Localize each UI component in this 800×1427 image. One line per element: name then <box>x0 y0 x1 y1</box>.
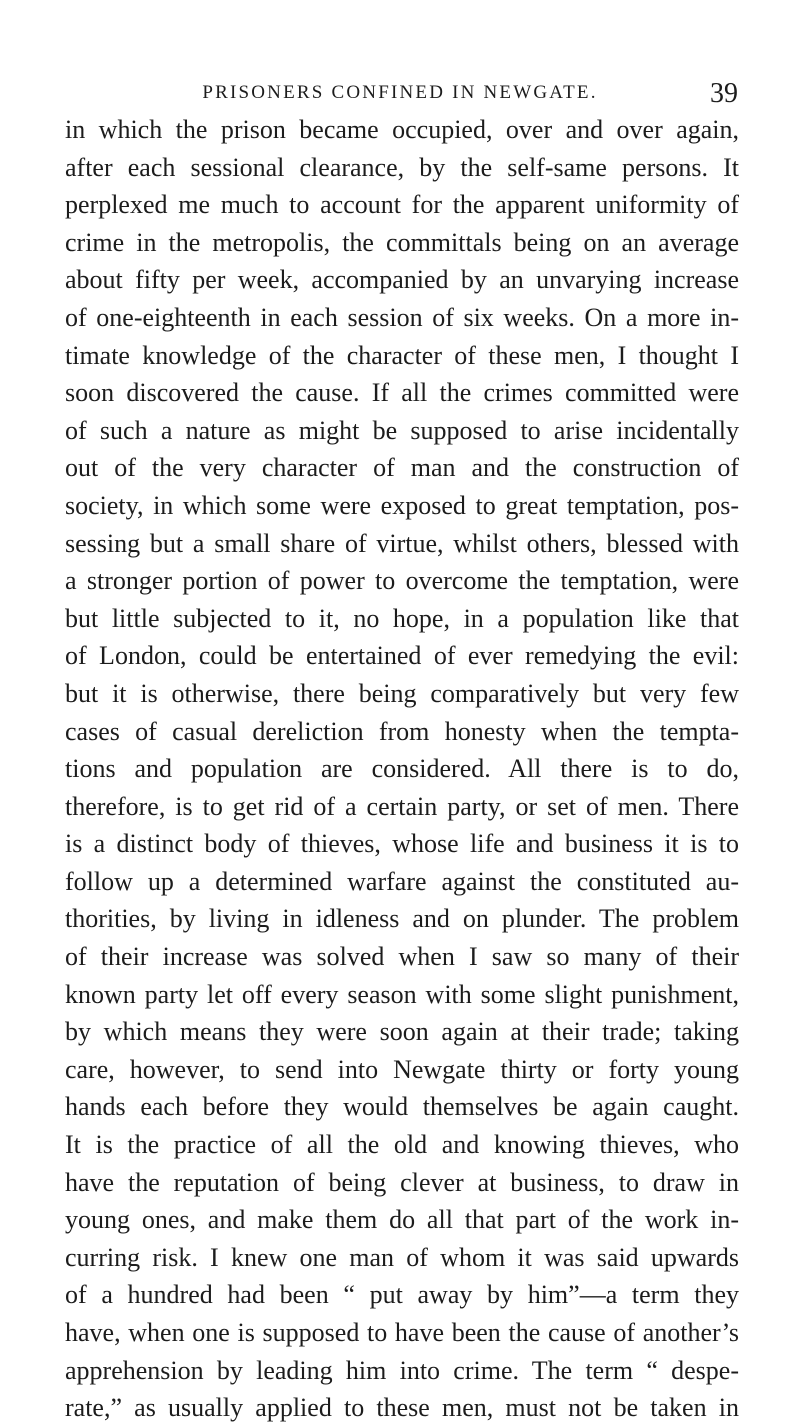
text-line: of such a nature as might be supposed to arise incidentally <box>65 415 739 445</box>
running-title: PRISONERS CONFINED IN NEWGATE. <box>202 82 598 103</box>
text-line: have, when one is supposed to have been the cause of another’s <box>65 1318 739 1347</box>
text-line: out of the very character of man and the construction of <box>65 453 739 483</box>
text-line: society, in which some were exposed to great temptation, pos- <box>65 490 739 520</box>
text-line: about fifty per week, accompanied by an unvarying increase <box>65 265 739 295</box>
text-line: of one-eighteenth in each session of six weeks. On a more in- <box>65 302 739 332</box>
text-line: rate,” as usually applied to these men, must not be taken in <box>65 1393 739 1423</box>
text-line: cases of casual dereliction from honesty when the tempta- <box>65 716 739 746</box>
text-line: a stronger portion of power to overcome the temptation, were <box>65 566 739 596</box>
text-line: sessing but a small share of virtue, whilst others, blessed with <box>65 528 739 558</box>
text-line: of London, could be entertained of ever remedying the evil: <box>65 641 739 671</box>
text-line: young ones, and make them do all that part of the work in- <box>65 1205 739 1235</box>
text-line: crime in the metropolis, the committals being on an average <box>65 227 739 257</box>
text-line: of a hundred had been “ put away by him”—a term they <box>65 1280 739 1310</box>
text-line: timate knowledge of the character of these men, I thought I <box>65 340 739 370</box>
text-line: care, however, to send into Newgate thirty or forty young <box>65 1054 739 1084</box>
text-line: therefore, is to get rid of a certain party, or set of men. There <box>65 791 739 821</box>
text-line: but it is otherwise, there being comparatively but very few <box>65 678 739 708</box>
text-line: after each sessional clearance, by the self-same persons. It <box>65 152 739 182</box>
text-line: but little subjected to it, no hope, in a population like that <box>65 603 739 633</box>
text-line: perplexed me much to account for the apparent uniformity of <box>65 190 739 220</box>
text-line: apprehension by leading him into crime. The term “ despe- <box>65 1355 739 1385</box>
text-line: follow up a determined warfare against the constituted au- <box>65 866 739 896</box>
text-line: thorities, by living in idleness and on plunder. The problem <box>65 904 739 934</box>
text-line: of their increase was solved when I saw so many of their <box>65 942 739 972</box>
text-line: in which the prison became occupied, over and over again, <box>65 115 739 144</box>
page-number: 39 <box>710 78 738 109</box>
text-line: by which means they were soon again at their trade; taking <box>65 1017 739 1047</box>
text-line: hands each before they would themselves be again caught. <box>65 1092 739 1122</box>
text-line: soon discovered the cause. If all the crimes committed were <box>65 378 739 408</box>
running-head <box>0 78 800 108</box>
text-line: is a distinct body of thieves, whose life and business it is to <box>65 829 739 859</box>
text-line: curring risk. I knew one man of whom it was said upwards <box>65 1242 739 1272</box>
text-line: known party let off every season with some slight punishment, <box>65 979 739 1009</box>
text-line: It is the practice of all the old and knowing thieves, who <box>65 1130 739 1160</box>
body-text <box>65 111 739 1427</box>
text-line: have the reputation of being clever at business, to draw in <box>65 1167 739 1197</box>
text-line: tions and population are considered. All there is to do, <box>65 754 739 784</box>
